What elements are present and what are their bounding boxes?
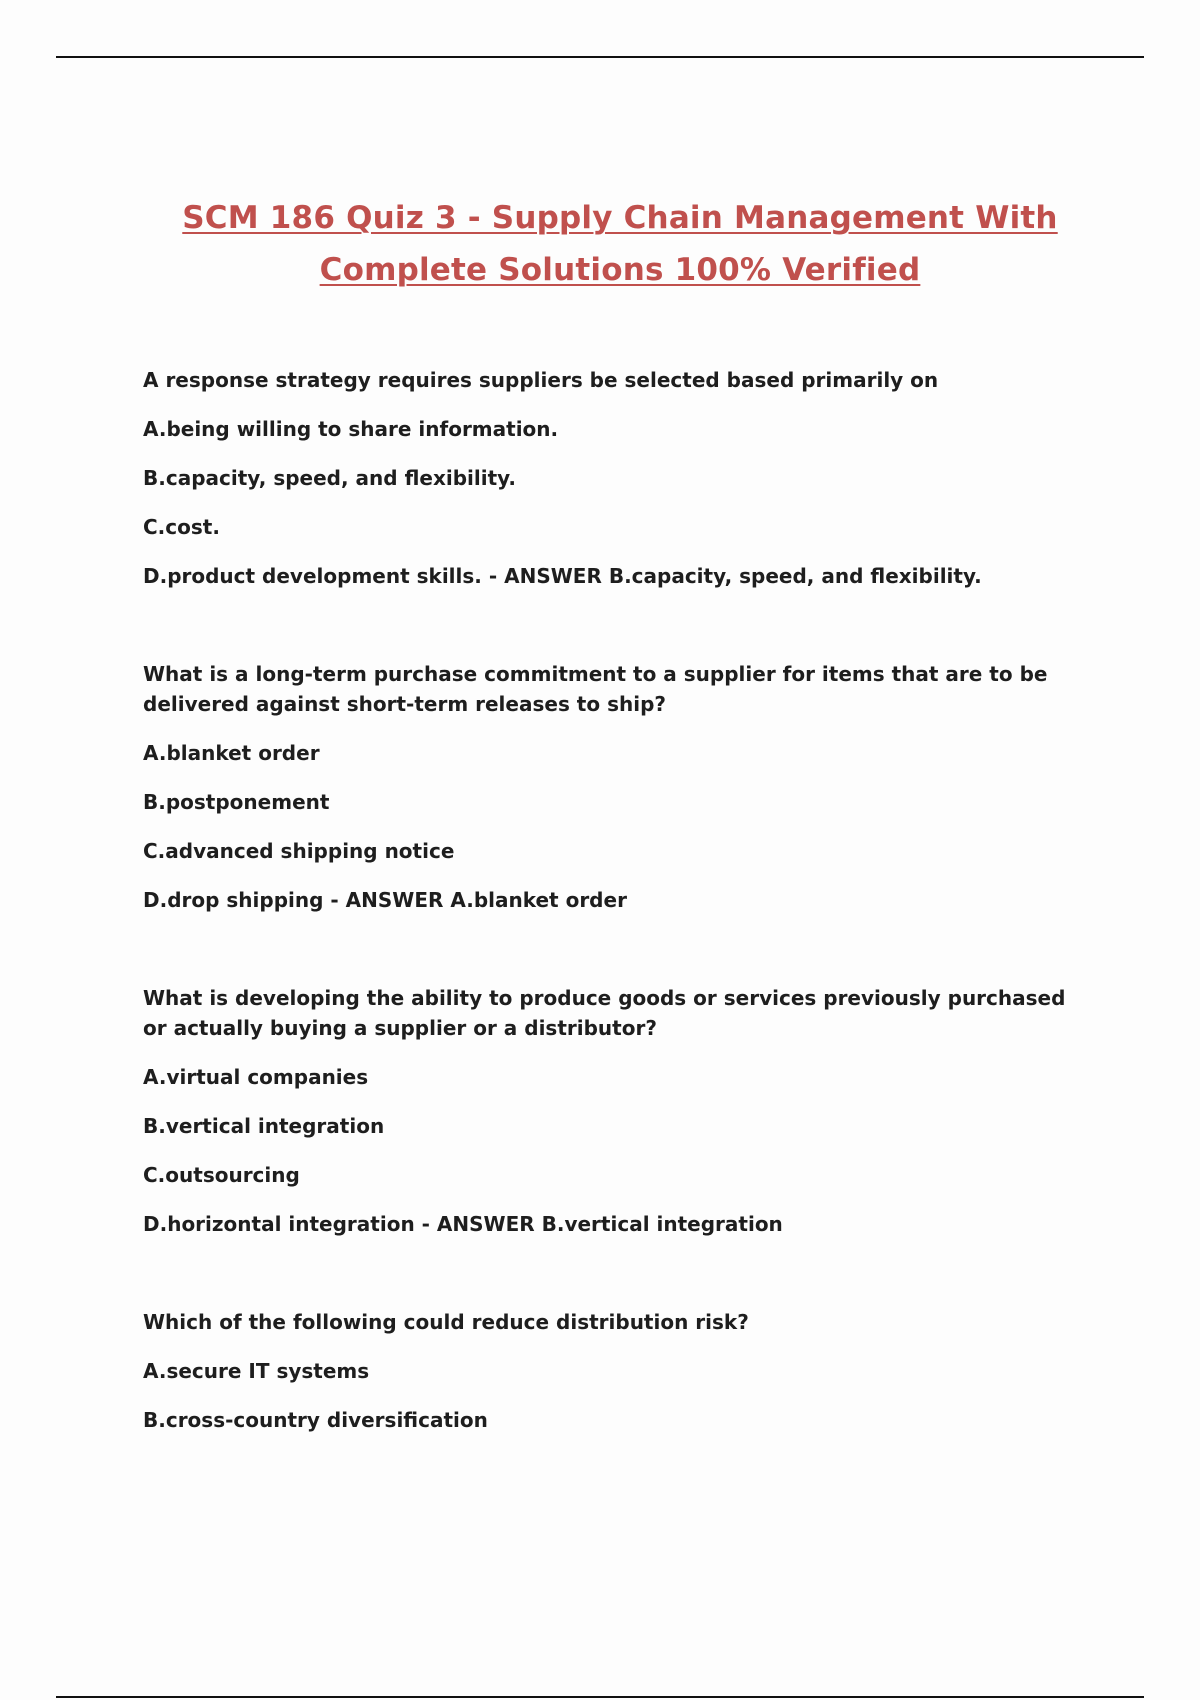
question-3 xyxy=(143,983,1073,1239)
option-b: B.postponement xyxy=(143,790,330,814)
question-text: What is developing the ability to produce goods or services previously purchased or actually buying a supplier or a distributor? xyxy=(143,986,1066,1040)
question-text: A response strategy requires suppliers be selected based primarily on xyxy=(143,368,939,392)
option-b: B.vertical integration xyxy=(143,1114,385,1138)
option-b: B.capacity, speed, and flexibility. xyxy=(143,466,516,490)
option-b: B.cross-country diversification xyxy=(143,1408,488,1432)
option-d-with-answer: D.product development skills. - ANSWER B.capacity, speed, and flexibility. xyxy=(143,564,982,588)
title-line-1: SCM 186 Quiz 3 - Supply Chain Management With xyxy=(182,200,1058,236)
option-c: C.advanced shipping notice xyxy=(143,839,455,863)
option-c: C.cost. xyxy=(143,515,220,539)
question-4 xyxy=(143,1307,1073,1435)
option-a: A.secure IT systems xyxy=(143,1359,370,1383)
option-a: A.virtual companies xyxy=(143,1065,369,1089)
top-rule xyxy=(56,56,1144,58)
bottom-rule xyxy=(56,1696,1144,1698)
question-text: What is a long-term purchase commitment to a supplier for items that are to be delivered against short-term releases to ship? xyxy=(143,662,1048,716)
document-title xyxy=(0,192,1200,296)
option-a: A.blanket order xyxy=(143,741,320,765)
option-d-with-answer: D.drop shipping - ANSWER A.blanket order xyxy=(143,888,627,912)
option-c: C.outsourcing xyxy=(143,1163,300,1187)
question-2 xyxy=(143,659,1073,915)
option-d-with-answer: D.horizontal integration - ANSWER B.vertical integration xyxy=(143,1212,783,1236)
title-line-2: Complete Solutions 100% Verified xyxy=(319,252,921,288)
quiz-content xyxy=(143,365,1073,1435)
question-text: Which of the following could reduce distribution risk? xyxy=(143,1310,749,1334)
option-a: A.being willing to share information. xyxy=(143,417,559,441)
question-1 xyxy=(143,365,1073,591)
